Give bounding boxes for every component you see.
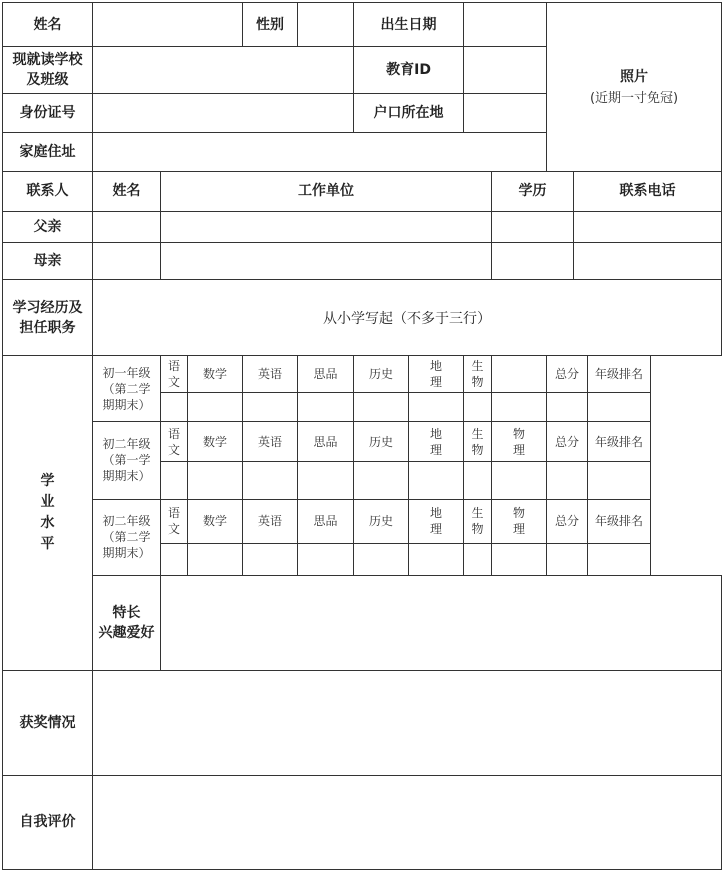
term1-math-score[interactable] — [188, 393, 243, 422]
talents-label-line2: 兴趣爱好 — [98, 625, 155, 642]
contact-workplace-header: 工作单位 — [161, 171, 492, 211]
term3-physics-score[interactable] — [492, 543, 547, 575]
photo-box[interactable] — [547, 3, 722, 172]
term1-geography-header — [409, 356, 464, 393]
talents-hobbies-label — [93, 575, 161, 670]
physics-char-1: 物 — [513, 426, 526, 441]
term1-morality-header: 思品 — [298, 356, 354, 393]
term2-physics-header — [492, 422, 547, 462]
academic-level-char-4: 平 — [40, 536, 55, 553]
self-evaluation-field[interactable] — [93, 775, 722, 869]
geography-char-2: 理 — [430, 522, 443, 537]
id-number-label: 身份证号 — [3, 94, 93, 133]
term3-label — [93, 499, 161, 575]
study-history-hint: 从小学写起（不多于三行） — [323, 310, 492, 327]
birth-date-field[interactable] — [464, 3, 547, 47]
term3-history-score[interactable] — [354, 543, 409, 575]
physics-char-1: 物 — [513, 506, 526, 521]
term3-label-line2: （第二学 — [102, 530, 151, 545]
term3-rank-score[interactable] — [588, 543, 651, 575]
term3-total-header: 总分 — [547, 499, 588, 543]
physics-char-2: 理 — [513, 522, 526, 537]
chinese-char-2: 文 — [167, 375, 180, 390]
self-evaluation-label: 自我评价 — [3, 775, 93, 869]
contact-name-header: 姓名 — [93, 171, 161, 211]
term2-chinese-header — [161, 422, 188, 462]
term1-blank-score[interactable] — [492, 393, 547, 422]
term2-geography-score[interactable] — [409, 462, 464, 499]
term1-total-header: 总分 — [547, 356, 588, 393]
term3-geography-score[interactable] — [409, 543, 464, 575]
term1-label — [93, 356, 161, 422]
chinese-char-1: 语 — [167, 506, 180, 521]
term2-rank-score[interactable] — [588, 462, 651, 499]
term3-history-header: 历史 — [354, 499, 409, 543]
chinese-char-2: 文 — [167, 522, 180, 537]
term3-rank-header: 年级排名 — [588, 499, 651, 543]
term3-chinese-header — [161, 499, 188, 543]
term2-history-score[interactable] — [354, 462, 409, 499]
mother-label: 母亲 — [3, 242, 93, 279]
term2-total-header: 总分 — [547, 422, 588, 462]
term2-history-header: 历史 — [354, 422, 409, 462]
physics-char-2: 理 — [513, 442, 526, 457]
talents-label-line1: 特长 — [112, 605, 141, 622]
hukou-label: 户口所在地 — [354, 94, 464, 133]
term3-geography-header — [409, 499, 464, 543]
father-education-field[interactable] — [492, 211, 574, 242]
mother-phone-field[interactable] — [574, 242, 722, 279]
term3-biology-score[interactable] — [464, 543, 492, 575]
name-field[interactable] — [93, 3, 243, 47]
father-label: 父亲 — [3, 211, 93, 242]
talents-hobbies-field[interactable] — [161, 575, 722, 670]
chinese-char-1: 语 — [167, 426, 180, 441]
term3-english-header: 英语 — [243, 499, 298, 543]
term1-total-score[interactable] — [547, 393, 588, 422]
photo-label: 照片 — [620, 69, 649, 86]
awards-field[interactable] — [93, 671, 722, 775]
home-address-label: 家庭住址 — [3, 133, 93, 171]
geography-char-1: 地 — [430, 506, 443, 521]
term2-rank-header: 年级排名 — [588, 422, 651, 462]
term3-morality-header: 思品 — [298, 499, 354, 543]
term2-biology-header: 生物 — [464, 422, 492, 462]
academic-level-char-2: 业 — [40, 494, 55, 511]
academic-level-char-3: 水 — [40, 515, 55, 532]
term3-label-line1: 初二年级 — [102, 514, 151, 529]
term1-chinese-score[interactable] — [161, 393, 188, 422]
term1-biology-score[interactable] — [464, 393, 492, 422]
term1-history-header: 历史 — [354, 356, 409, 393]
term3-biology-header: 生物 — [464, 499, 492, 543]
term3-total-score[interactable] — [547, 543, 588, 575]
academic-level-char-1: 学 — [40, 473, 55, 490]
term3-math-score[interactable] — [188, 543, 243, 575]
term2-label-line3: 期期末） — [102, 469, 151, 484]
mother-workplace-field[interactable] — [161, 242, 492, 279]
study-history-field[interactable] — [93, 279, 722, 355]
term3-label-line3: 期期末） — [102, 546, 151, 561]
study-history-label-line2: 担任职务 — [19, 319, 76, 336]
education-id-label: 教育ID — [354, 47, 464, 94]
term2-english-header: 英语 — [243, 422, 298, 462]
name-label: 姓名 — [3, 3, 93, 47]
geography-char-2: 理 — [430, 442, 443, 457]
term2-physics-score[interactable] — [492, 462, 547, 499]
term2-math-header: 数学 — [188, 422, 243, 462]
chinese-char-2: 文 — [167, 442, 180, 457]
mother-name-field[interactable] — [93, 242, 161, 279]
school-label-line2: 及班级 — [26, 72, 69, 89]
geography-char-1: 地 — [430, 426, 443, 441]
term3-morality-score[interactable] — [298, 543, 354, 575]
photo-note: (近期一寸免冠) — [589, 91, 679, 107]
school-class-field[interactable] — [93, 47, 354, 94]
gender-label: 性别 — [243, 3, 298, 47]
school-class-label — [3, 47, 93, 94]
father-name-field[interactable] — [93, 211, 161, 242]
term1-math-header: 数学 — [188, 356, 243, 393]
term1-geography-score[interactable] — [409, 393, 464, 422]
term1-morality-score[interactable] — [298, 393, 354, 422]
term2-math-score[interactable] — [188, 462, 243, 499]
term3-chinese-score[interactable] — [161, 543, 188, 575]
term2-geography-header — [409, 422, 464, 462]
mother-education-field[interactable] — [492, 242, 574, 279]
contact-phone-header: 联系电话 — [574, 171, 722, 211]
study-history-label — [3, 279, 93, 355]
term2-morality-score[interactable] — [298, 462, 354, 499]
education-id-field[interactable] — [464, 47, 547, 94]
academic-level-label — [3, 356, 93, 671]
awards-label: 获奖情况 — [3, 671, 93, 775]
hukou-field[interactable] — [464, 94, 547, 133]
term1-english-header: 英语 — [243, 356, 298, 393]
term1-biology-header: 生物 — [464, 356, 492, 393]
home-address-field[interactable] — [93, 133, 547, 171]
term2-label-line2: （第一学 — [102, 453, 151, 468]
father-workplace-field[interactable] — [161, 211, 492, 242]
term2-total-score[interactable] — [547, 462, 588, 499]
student-registration-table — [2, 2, 722, 870]
term1-history-score[interactable] — [354, 393, 409, 422]
gender-field[interactable] — [298, 3, 354, 47]
school-label-line1: 现就读学校 — [12, 52, 83, 69]
term3-math-header: 数学 — [188, 499, 243, 543]
term2-biology-score[interactable] — [464, 462, 492, 499]
term3-physics-header — [492, 499, 547, 543]
term1-label-line1: 初一年级 — [102, 365, 151, 380]
term2-chinese-score[interactable] — [161, 462, 188, 499]
chinese-char-1: 语 — [167, 359, 180, 374]
term1-chinese-header — [161, 356, 188, 393]
term1-english-score[interactable] — [243, 393, 298, 422]
id-number-field[interactable] — [93, 94, 354, 133]
term1-label-line2: （第二学 — [102, 381, 151, 396]
term2-english-score[interactable] — [243, 462, 298, 499]
contact-education-header: 学历 — [492, 171, 574, 211]
term1-rank-score[interactable] — [588, 393, 651, 422]
father-phone-field[interactable] — [574, 211, 722, 242]
geography-char-1: 地 — [430, 359, 443, 374]
birth-date-label: 出生日期 — [354, 3, 464, 47]
term3-english-score[interactable] — [243, 543, 298, 575]
term1-label-line3: 期期末） — [102, 397, 151, 412]
term2-label-line1: 初二年级 — [102, 437, 151, 452]
term2-label — [93, 422, 161, 499]
geography-char-2: 理 — [430, 375, 443, 390]
study-history-label-line1: 学习经历及 — [12, 299, 83, 316]
term2-morality-header: 思品 — [298, 422, 354, 462]
contact-header: 联系人 — [3, 171, 93, 211]
term1-blank-header — [492, 356, 547, 393]
term1-rank-header: 年级排名 — [588, 356, 651, 393]
